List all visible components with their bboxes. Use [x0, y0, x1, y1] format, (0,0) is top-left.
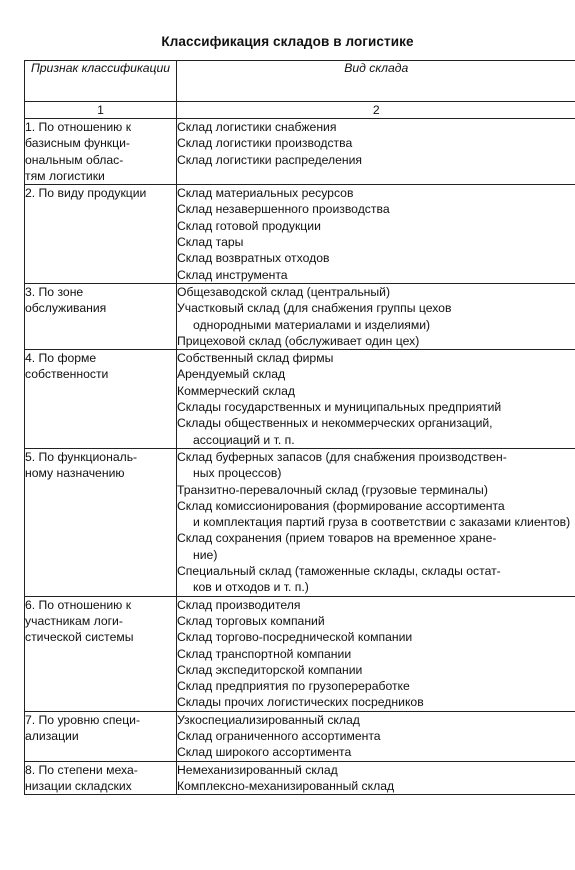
list-item — [177, 449, 575, 482]
list-item — [177, 201, 575, 217]
kind-line: Склад логистики производства — [177, 136, 353, 151]
kinds-cell — [177, 448, 575, 596]
kind-line: Склад незавершенного производства — [177, 202, 390, 217]
table-row — [25, 448, 575, 596]
kind-line-continuation: ных процессов) — [193, 466, 282, 481]
list-item — [177, 135, 575, 151]
list-item — [177, 728, 575, 744]
kind-line: Склад материальных ресурсов — [177, 186, 354, 201]
kind-line: Комплексно-механизированный склад — [177, 778, 395, 793]
list-item — [177, 629, 575, 645]
list-item — [177, 563, 575, 596]
column-number-2: 2 — [177, 102, 575, 119]
table-body — [25, 119, 575, 795]
list-item — [177, 498, 575, 531]
criterion-cell: 5. По функциональ- ному назначению — [25, 448, 177, 596]
kind-line: Собственный склад фирмы — [177, 351, 334, 366]
list-item — [177, 350, 575, 366]
list-item — [177, 415, 575, 448]
list-item — [177, 300, 575, 333]
kind-line: Склад производителя — [177, 597, 301, 612]
kind-line: Склады государственных и муниципальных предприятий — [177, 400, 502, 415]
kind-line-continuation: ние) — [193, 547, 218, 562]
list-item — [177, 744, 575, 760]
kind-line: Склад торговых компаний — [177, 613, 325, 628]
kind-line: Склад комиссионирования (формирование ассортимента — [177, 498, 505, 513]
kind-line: Склад предприятия по грузопереработке — [177, 679, 410, 694]
criterion-cell: 2. По виду продукции — [25, 185, 177, 284]
column-number-row — [25, 102, 575, 119]
list-item — [177, 185, 575, 201]
page-title: Классификация складов в логистике — [161, 34, 414, 49]
list-item — [177, 333, 575, 349]
list-item — [177, 218, 575, 234]
list-item — [177, 662, 575, 678]
list-item — [177, 482, 575, 498]
table-row — [25, 119, 575, 185]
kind-line: Склад инструмента — [177, 267, 288, 282]
list-item — [177, 267, 575, 283]
list-item — [177, 119, 575, 135]
kind-line-continuation: однородными материалами и изделиями) — [193, 317, 431, 332]
header-criterion: Признак классификации — [25, 61, 177, 102]
criterion-cell: 6. По отношению к участникам логи- стической системы — [25, 596, 177, 711]
kind-line: Склад экспедиторской компании — [177, 662, 363, 677]
list-item — [177, 366, 575, 382]
kind-line: Участковый склад (для снабжения группы цехов — [177, 301, 452, 316]
list-item — [177, 762, 575, 778]
criterion-cell: 4. По форме собственности — [25, 350, 177, 449]
kind-line: Транзитно-перевалочный склад (грузовые терминалы) — [177, 482, 488, 497]
kind-line-continuation: ассоциаций и т. п. — [193, 432, 295, 447]
kind-line-continuation: и комплектация партий груза в соответствии с заказами клиентов) — [193, 515, 571, 530]
list-item — [177, 613, 575, 629]
list-item — [177, 678, 575, 694]
kind-line: Склад транспортной компании — [177, 646, 352, 661]
kind-line: Узкоспециализированный склад — [177, 712, 360, 727]
kind-line: Склад возвратных отходов — [177, 251, 330, 266]
table-row — [25, 283, 575, 349]
kind-line: Склады прочих логистических посредников — [177, 695, 424, 710]
header-row — [25, 61, 575, 102]
list-item — [177, 383, 575, 399]
criterion-cell: 1. По отношению к базисным функци- ональным облас- тям логистики — [25, 119, 177, 185]
list-item — [177, 284, 575, 300]
kind-line: Склад буферных запасов (для снабжения производствен- — [177, 449, 507, 464]
list-item — [177, 646, 575, 662]
kind-line: Склад логистики распределения — [177, 152, 362, 167]
kinds-cell — [177, 711, 575, 761]
kind-line: Склад сохранения (прием товаров на временное хране- — [177, 531, 497, 546]
kind-line: Склад ограниченного ассортимента — [177, 728, 381, 743]
criterion-cell: 3. По зоне обслуживания — [25, 283, 177, 349]
list-item — [177, 597, 575, 613]
list-item — [177, 250, 575, 266]
kinds-cell — [177, 185, 575, 284]
list-item — [177, 152, 575, 168]
kind-line: Склад широкого ассортимента — [177, 745, 352, 760]
kinds-cell — [177, 761, 575, 795]
criterion-cell: 8. По степени меха- низации складских — [25, 761, 177, 795]
kind-line: Общезаводской склад (центральный) — [177, 284, 391, 299]
table-row — [25, 185, 575, 284]
kinds-cell — [177, 350, 575, 449]
kinds-cell — [177, 596, 575, 711]
criterion-cell: 7. По уровню специ- ализации — [25, 711, 177, 761]
kinds-cell — [177, 119, 575, 185]
kind-line: Склад торгово-посреднической компании — [177, 630, 413, 645]
kind-line: Прицеховой склад (обслуживает один цех) — [177, 333, 420, 348]
kind-line: Склад логистики снабжения — [177, 120, 337, 134]
column-number-1: 1 — [25, 102, 177, 119]
kind-line-continuation: ков и отходов и т. п.) — [193, 580, 309, 595]
kinds-cell — [177, 283, 575, 349]
list-item — [177, 530, 575, 563]
list-item — [177, 234, 575, 250]
list-item — [177, 778, 575, 794]
classification-table — [24, 60, 575, 795]
kind-line: Склад готовой продукции — [177, 218, 321, 233]
table-row — [25, 761, 575, 795]
list-item — [177, 712, 575, 728]
list-item — [177, 399, 575, 415]
kind-line: Специальный склад (таможенные склады, склады остат- — [177, 564, 501, 579]
kind-line: Склады общественных и некоммерческих организаций, — [177, 416, 493, 431]
kind-line: Арендуемый склад — [177, 367, 286, 382]
table-row — [25, 596, 575, 711]
kind-line: Склад тары — [177, 235, 244, 250]
list-item — [177, 694, 575, 710]
table-row — [25, 350, 575, 449]
header-kind: Вид склада — [177, 61, 575, 102]
kind-line: Коммерческий склад — [177, 383, 296, 398]
kind-line: Немеханизированный склад — [177, 762, 338, 777]
table-row — [25, 711, 575, 761]
